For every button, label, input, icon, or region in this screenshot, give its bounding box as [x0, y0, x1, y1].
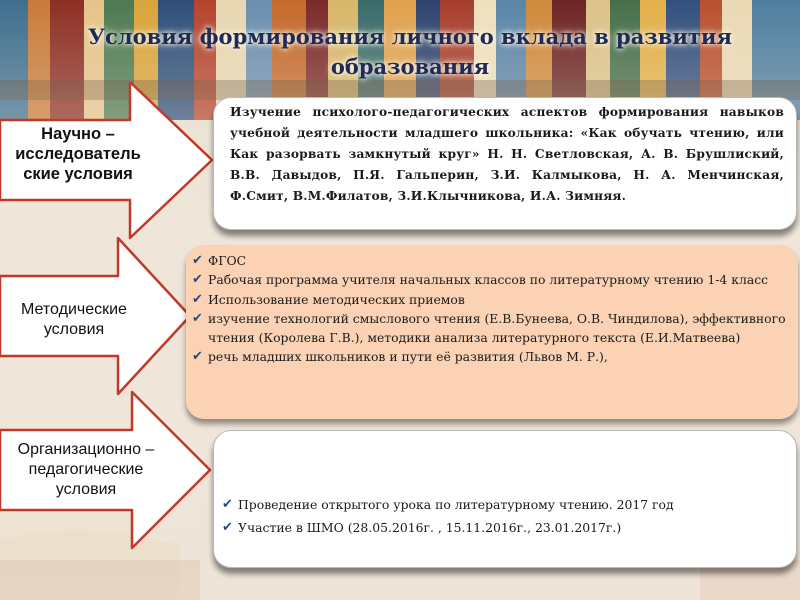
- section-label-research: Научно – исследователь ские условия: [15, 125, 141, 183]
- checkmark-icon: ✔: [192, 349, 203, 365]
- research-content-text: Изучение психолого-педагогических аспектов формирования навыков учебной деятельности младшего школьника: «Как обучать чтению, или Как разорвать замкнутый круг» Н. Н. Светловская, А. В. Брушлиский, В.В. Давыдов, П.Я. Гальперин, З.И. Калмыкова, Н. А. Менчинская, Ф.Смит, В.М.Филатов, З.И.Клычникова, И.А. Зимняя.: [230, 105, 784, 203]
- organizational-list: [222, 493, 788, 539]
- section-label-organizational: Организационно – педагогические условия: [17, 441, 155, 498]
- list-item: ✔ Участие в ШМО (28.05.2016г. , 15.11.2016г., 23.01.2017г.): [222, 516, 788, 539]
- checkmark-icon: ✔: [192, 272, 203, 288]
- checkmark-icon: ✔: [192, 253, 203, 268]
- checkmark-icon: ✔: [222, 497, 233, 512]
- list-item: ✔ Использование методических приемов: [192, 290, 788, 309]
- methodical-list: [192, 251, 788, 367]
- research-content-box: [213, 97, 797, 230]
- list-item: ✔ ФГОС: [192, 251, 788, 270]
- section-label-methodical: Методические условия: [21, 301, 127, 338]
- list-item: ✔ изучение технологий смыслового чтения (Е.В.Бунеева, О.В. Чиндилова), эффективного чтения (Королева Г.В.), методики анализа литературного текста (Е.И.Матвеева): [192, 310, 786, 346]
- slide-title: Условия формирования личного вклада в развития образования: [87, 24, 732, 79]
- checkmark-icon: ✔: [192, 291, 203, 307]
- organizational-content-box: [213, 430, 797, 568]
- checkmark-icon: ✔: [222, 520, 233, 535]
- methodical-content-box: [186, 245, 798, 419]
- list-item: ✔ Проведение открытого урока по литературному чтению. 2017 год: [222, 493, 788, 516]
- checkmark-icon: ✔: [192, 310, 203, 326]
- list-item: ✔ речь младших школьников и пути её развития (Львов М. Р.),: [192, 347, 788, 366]
- list-item: ✔ Рабочая программа учителя начальных классов по литературному чтению 1-4 класс: [192, 270, 788, 289]
